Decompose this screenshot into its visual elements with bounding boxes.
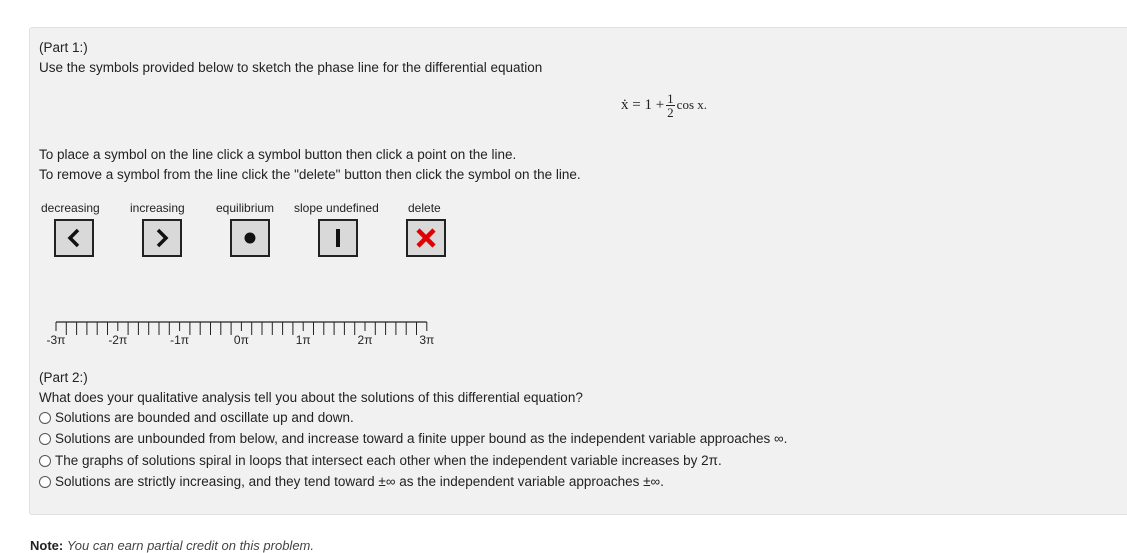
tick-label: 3π — [419, 333, 435, 347]
increasing-label: increasing — [130, 201, 185, 215]
tick-label: 0π — [233, 333, 249, 347]
bar-icon — [333, 227, 343, 249]
answer-option-text: Solutions are bounded and oscillate up and down. — [55, 410, 354, 425]
decreasing-label: decreasing — [41, 201, 100, 215]
answer-option-2[interactable] — [39, 431, 787, 446]
slope-undefined-button[interactable] — [318, 219, 358, 257]
dot-icon — [242, 230, 258, 246]
part2-question: What does your qualitative analysis tell you about the solutions of this differential equation? — [39, 390, 583, 405]
tick-label: -1π — [170, 333, 190, 347]
tick-label: 2π — [357, 333, 373, 347]
note — [30, 538, 314, 553]
tick-label: -2π — [108, 333, 128, 347]
note-text: You can earn partial credit on this problem. — [66, 538, 314, 553]
chevron-right-icon — [152, 227, 172, 249]
differential-equation — [621, 92, 707, 119]
answer-option-text: Solutions are strictly increasing, and they tend toward ±∞ as the independent variable approaches ±∞. — [55, 474, 664, 489]
answer-option-4[interactable] — [39, 474, 664, 489]
equation-numerator: 1 — [667, 91, 674, 106]
decreasing-button[interactable] — [54, 219, 94, 257]
part2-heading: (Part 2:) — [39, 370, 88, 385]
equation-fraction — [666, 92, 675, 119]
increasing-button[interactable] — [142, 219, 182, 257]
answer-option-1[interactable] — [39, 410, 354, 425]
equilibrium-button[interactable] — [230, 219, 270, 257]
phase-line-tick-labels — [47, 333, 435, 347]
slope-undefined-label: slope undefined — [294, 201, 379, 215]
equation-denominator: 2 — [667, 105, 674, 120]
radio-button[interactable] — [39, 412, 51, 424]
equation-lhs: ẋ = 1 + — [621, 96, 665, 113]
help-remove-text: To remove a symbol from the line click the "delete" button then click the symbol on the line. — [39, 167, 581, 182]
answer-option-text: Solutions are unbounded from below, and increase toward a finite upper bound as the independent variable approaches ∞. — [55, 431, 788, 446]
answer-option-3[interactable] — [39, 453, 722, 468]
radio-button[interactable] — [39, 476, 51, 488]
x-icon — [414, 226, 438, 250]
delete-label: delete — [408, 201, 441, 215]
part1-heading: (Part 1:) — [39, 40, 88, 55]
radio-button[interactable] — [39, 455, 51, 467]
equation-rhs: cos x. — [676, 96, 708, 112]
tick-label: -3π — [46, 333, 66, 347]
chevron-left-icon — [64, 227, 84, 249]
part1-instruction: Use the symbols provided below to sketch the phase line for the differential equation — [39, 60, 543, 75]
phase-line[interactable] — [40, 316, 460, 350]
equilibrium-label: equilibrium — [216, 201, 275, 215]
help-place-text: To place a symbol on the line click a symbol button then click a point on the line. — [39, 147, 517, 162]
radio-button[interactable] — [39, 433, 51, 445]
answer-option-text: The graphs of solutions spiral in loops that intersect each other when the independent variable increases by 2π. — [55, 453, 722, 468]
delete-button[interactable] — [406, 219, 446, 257]
note-label: Note: — [30, 538, 64, 553]
tick-label: 1π — [295, 333, 311, 347]
